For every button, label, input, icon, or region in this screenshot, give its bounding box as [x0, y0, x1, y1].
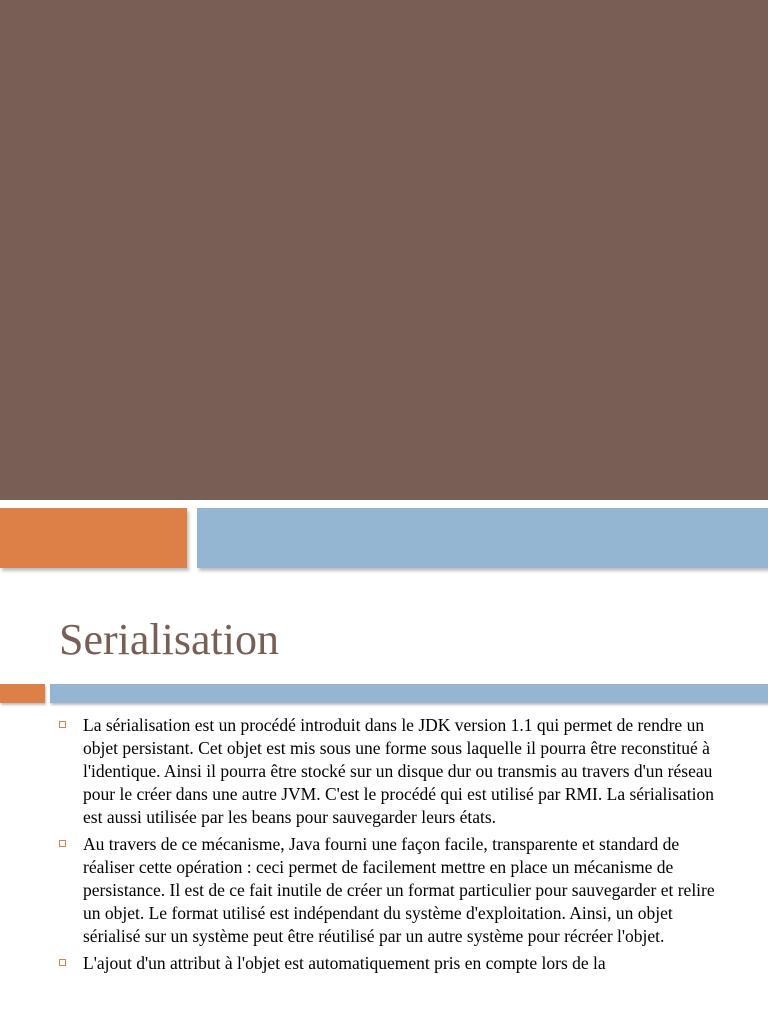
bullet-text: La sérialisation est un procédé introduit dans le JDK version 1.1 qui permet de rendre un objet persistant. Cet objet est mis sous une forme sous laquelle il pourra être reconstitué à l'identique. Ainsi il pourra être stocké sur un disque dur ou transmis au travers d'un réseau pour le créer dans une autre JVM. C'est le procédé qui est utilisé par RMI. La sérialisation est aussi utilisée par les beans pour sauvegarder leurs états. [83, 715, 715, 827]
list-item [59, 952, 729, 975]
square-bullet-icon [59, 721, 66, 728]
list-item [59, 833, 729, 948]
title-rule-blue [50, 684, 768, 703]
header-panel [0, 0, 768, 500]
orange-band [0, 508, 187, 568]
bullet-list [59, 714, 729, 979]
square-bullet-icon [59, 840, 66, 847]
title-rule-orange [0, 684, 45, 703]
bullet-text: Au travers de ce mécanisme, Java fourni une façon facile, transparente et standard de réaliser cette opération : ceci permet de facilement mettre en place un mécanisme de persistance. Il est de ce fait inutile de créer un format particulier pour sauvegarder et relire un objet. Le format utilisé est indépendant du système d'exploitation. Ainsi, un objet sérialisé sur un système peut être réutilisé par un autre système pour récréer l'objet. [83, 834, 715, 946]
bullet-text: L'ajout d'un attribut à l'objet est automatiquement pris en compte lors de la [83, 953, 606, 973]
square-bullet-icon [59, 959, 66, 966]
blue-band [197, 508, 768, 568]
list-item [59, 714, 729, 829]
slide-title: Serialisation [59, 615, 279, 664]
